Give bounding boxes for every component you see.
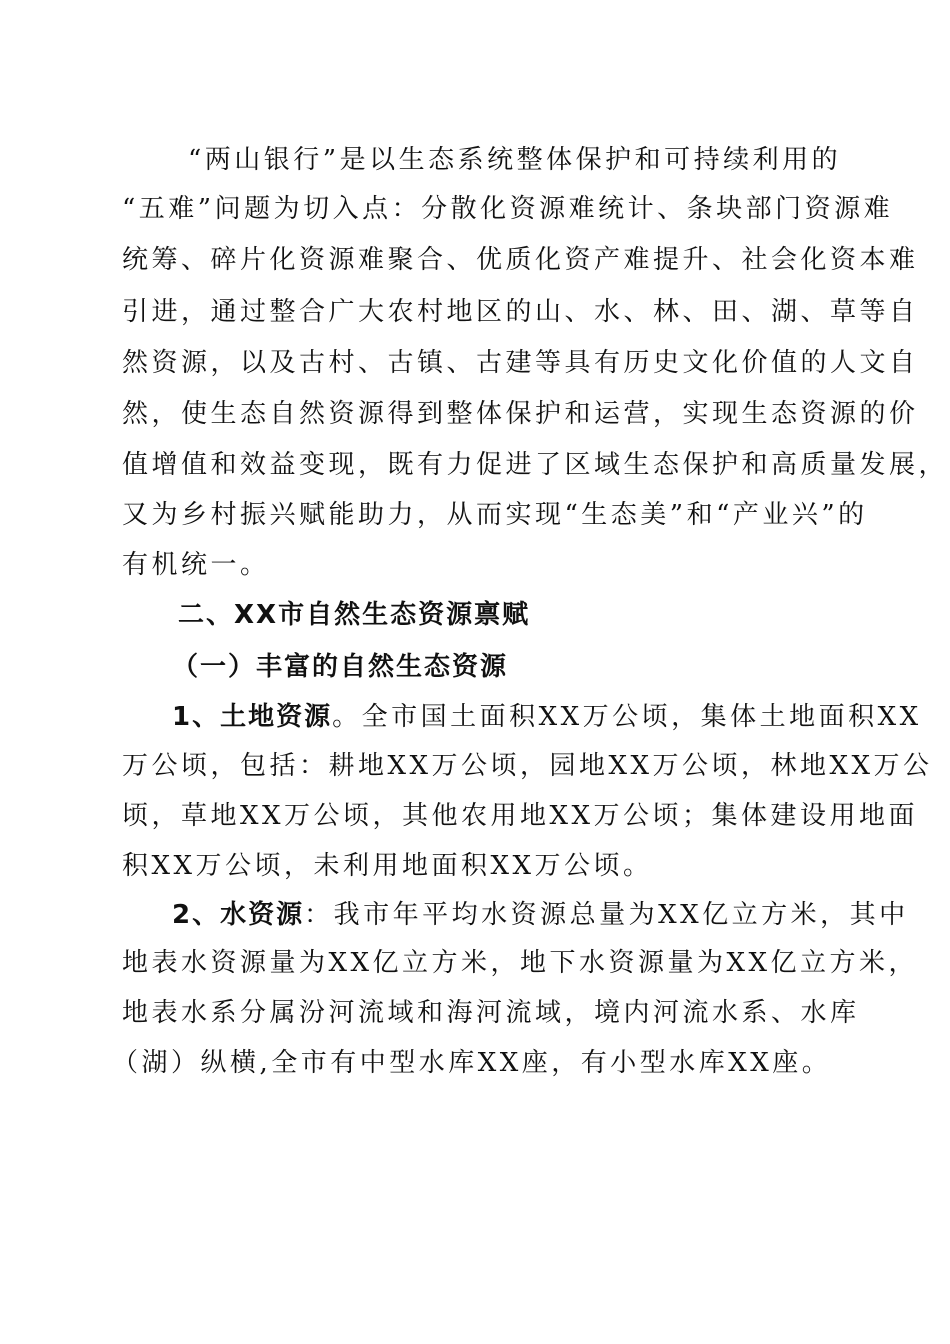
paragraph-line-7: 值增值和效益变现，既有力促进了区域生态保护和高质量发展， bbox=[122, 450, 949, 480]
paragraph-line-1: “两山银行”是以生态系统整体保护和可持续利用的 bbox=[188, 145, 842, 175]
paragraph-line-3: 统筹、碎片化资源难聚合、优质化资产难提升、社会化资本难 bbox=[122, 245, 919, 275]
subsection-heading: （一）丰富的自然生态资源 bbox=[172, 652, 509, 682]
land-paragraph-line-2: 万公顷，包括：耕地XX万公顷，园地XX万公顷，林地XX万公 bbox=[122, 751, 933, 781]
water-paragraph-line-3: 地表水系分属汾河流域和海河流域，境内河流水系、水库 bbox=[122, 998, 860, 1028]
paragraph-line-5: 然资源，以及古村、古镇、古建等具有历史文化价值的人文自 bbox=[122, 348, 919, 378]
paragraph-line-8: 又为乡村振兴赋能助力，从而实现“生态美”和“产业兴”的 bbox=[122, 500, 868, 530]
paragraph-line-2: “五难”问题为切入点：分散化资源难统计、条块部门资源难 bbox=[122, 194, 894, 224]
section-heading: 二、XX市自然生态资源禀赋 bbox=[178, 600, 531, 630]
land-paragraph-line-1 bbox=[172, 700, 922, 734]
water-text-1: ：我市年平均水资源总量为XX亿立方米，其中 bbox=[304, 900, 909, 930]
land-label: 1、土地资源 bbox=[172, 702, 333, 732]
water-label: 2、水资源 bbox=[172, 900, 305, 930]
water-paragraph-line-4: （湖）纵横,全市有中型水库XX座，有小型水库XX座。 bbox=[112, 1048, 832, 1078]
paragraph-line-6: 然，使生态自然资源得到整体保护和运营，实现生态资源的价 bbox=[122, 399, 919, 429]
water-paragraph-line-2: 地表水资源量为XX亿立方米，地下水资源量为XX亿立方米， bbox=[122, 948, 919, 978]
water-paragraph-line-1 bbox=[172, 898, 909, 932]
land-paragraph-line-3: 顷，草地XX万公顷，其他农用地XX万公顷；集体建设用地面 bbox=[122, 801, 919, 831]
land-text-1: 。全市国土面积XX万公顷，集体土地面积XX bbox=[332, 702, 922, 732]
paragraph-line-9: 有机统一。 bbox=[122, 550, 270, 580]
paragraph-line-4: 引进，通过整合广大农村地区的山、水、林、田、湖、草等自 bbox=[122, 297, 919, 327]
land-paragraph-line-4: 积XX万公顷，未利用地面积XX万公顷。 bbox=[122, 851, 653, 881]
